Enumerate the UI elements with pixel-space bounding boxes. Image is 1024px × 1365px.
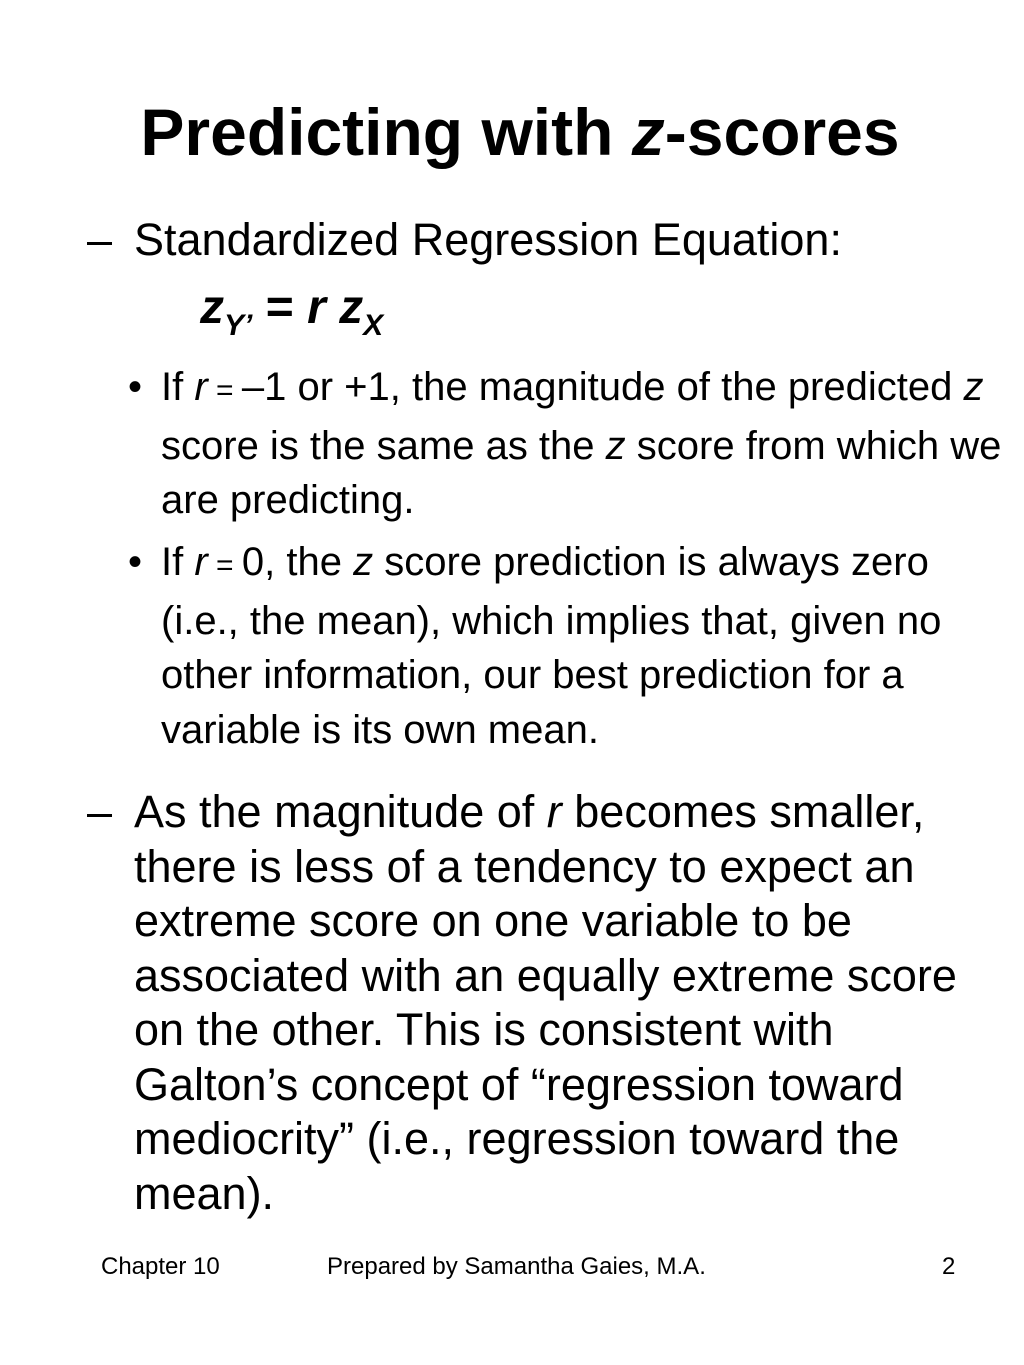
title-italic-z: z [631, 95, 665, 169]
footer-chapter: Chapter 10 [101, 1253, 220, 1280]
title-suffix: -scores [664, 95, 900, 169]
dash-marker: – [87, 786, 113, 837]
equation-r: r [307, 281, 326, 334]
bullet2-part3: score prediction is always zero (i.e., the mean), which implies that, given no other information, our best prediction for a variable is its own mean. [161, 540, 942, 752]
dash-item-regression-equation [87, 213, 987, 268]
bullet1-equals: = [207, 374, 242, 407]
equation-subscript-y: Y’ [224, 309, 253, 342]
bullet1-part1: If [161, 365, 195, 409]
bullet2-part1: If [161, 540, 195, 584]
item2-part2: becomes smaller, there is less of a tendency to expect an extreme score on one variable to be associated with an equally extreme score on the other. This is consistent with Galton’s concept of “regression toward mediocrity” (i.e., regression toward the mean). [134, 786, 957, 1219]
bullet2-z: z [353, 540, 374, 584]
bullet1-part2: –1 or +1, the magnitude of the predicted [241, 365, 964, 409]
bullet1-part4: score from which we are predicting. [161, 423, 1002, 522]
title-prefix: Predicting with [140, 95, 632, 169]
bullet-marker: • [128, 365, 143, 409]
bullet1-r: r [194, 365, 208, 409]
item2-part1: As the magnitude of [134, 786, 547, 837]
bullet-text [161, 360, 1008, 528]
dash-item-magnitude-of-r [87, 785, 987, 1221]
bullet-item-r-zero [128, 535, 1008, 757]
equation-z-x: z [325, 281, 364, 334]
equation-equals: = [252, 281, 308, 334]
footer-preparer: Prepared by Samantha Gaies, M.A. [327, 1253, 706, 1280]
bullet1-z1: z [963, 365, 984, 409]
bullet-item-r-one [128, 360, 1008, 528]
regression-equation [200, 278, 384, 342]
bullet1-part3: score is the same as the [161, 423, 606, 468]
dash-item-text [134, 785, 987, 1221]
bullet-text [161, 535, 1008, 757]
bullet2-equals: = [207, 549, 242, 582]
item2-r: r [546, 786, 562, 837]
equation-z-y: z [200, 281, 224, 334]
dash-marker: – [87, 214, 113, 265]
bullet2-part2: 0, the [241, 540, 354, 584]
equation-subscript-x: X [363, 309, 384, 342]
bullet-marker: • [128, 540, 143, 584]
footer-page-number: 2 [942, 1253, 956, 1280]
bullet2-r: r [194, 540, 208, 584]
dash-item-text: Standardized Regression Equation: [134, 214, 842, 265]
bullet1-z2: z [605, 423, 626, 468]
slide-title [0, 92, 1024, 172]
